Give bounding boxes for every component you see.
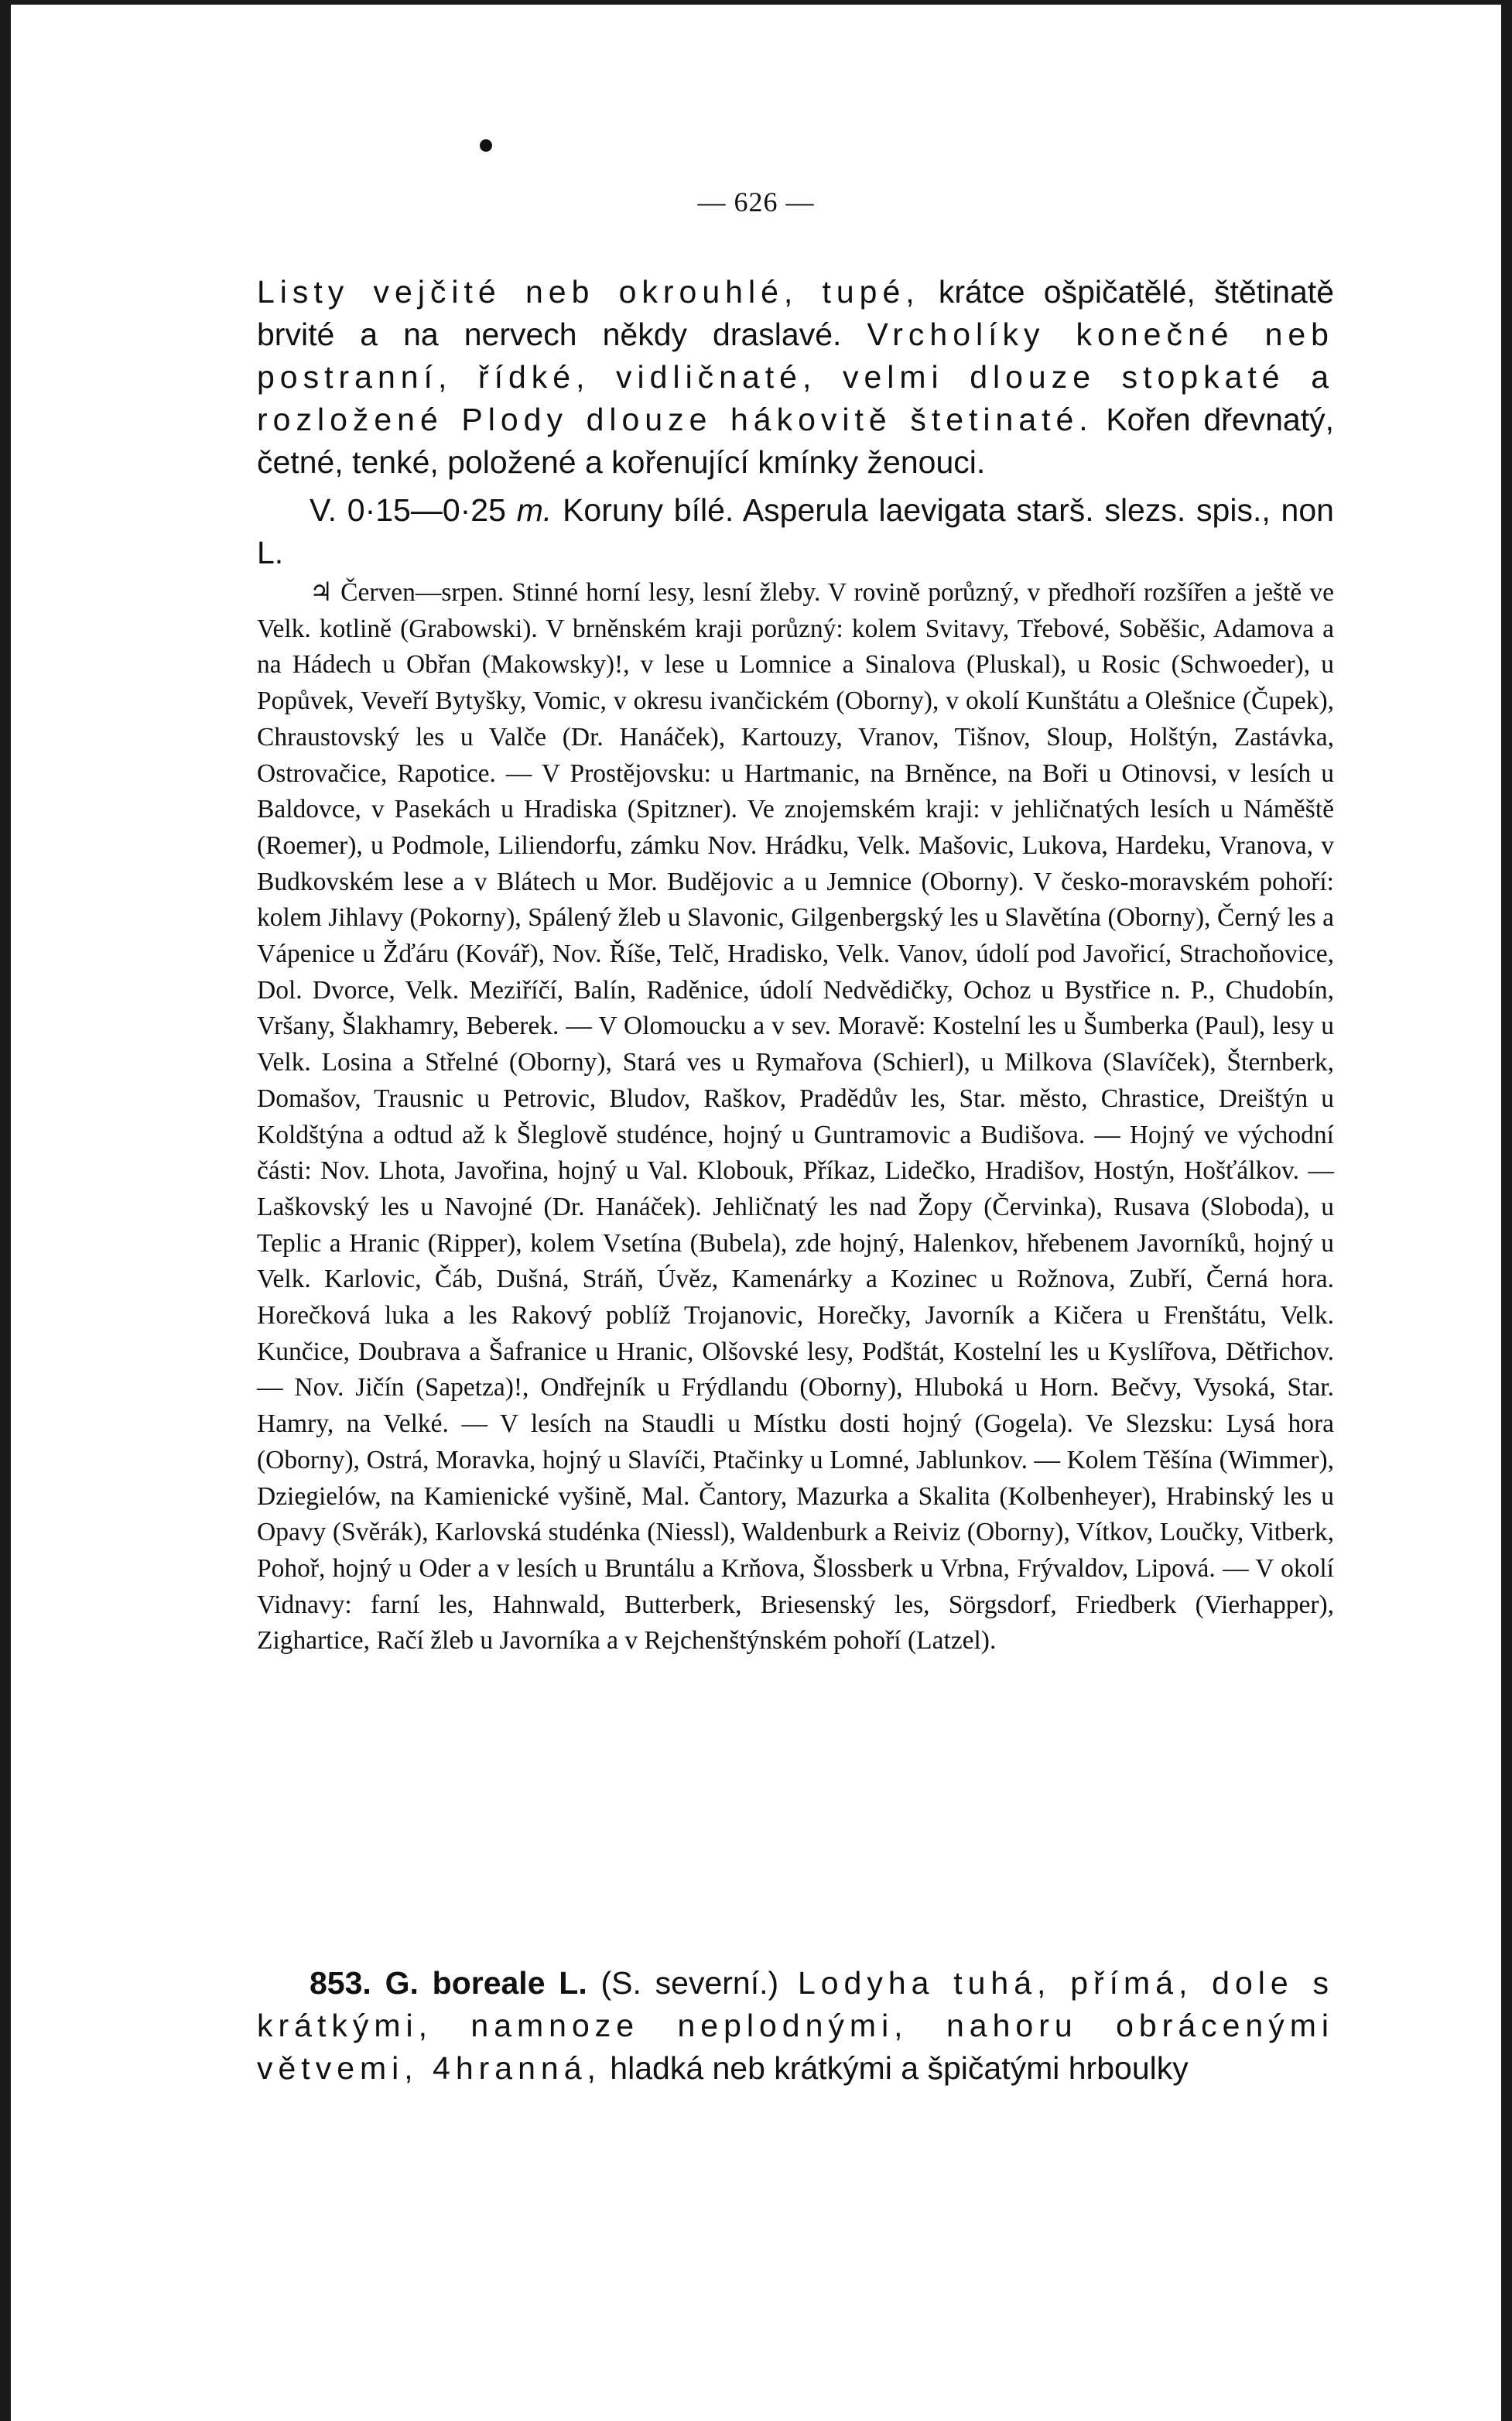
size-line [257,489,1334,574]
corolla-synonym: Koruny bílé. Asperula laevigata starš. slezs. spis., non L. [257,492,1334,570]
stem-description-rest: hladká neb krátkými a špičatými hrboulky [600,2050,1189,2086]
description-root: Kořen dřevnatý, četné, tenké, položené a kořenující kmínky ženouci. [257,402,1334,480]
ink-spot [480,139,492,152]
species-number: 853. [310,1965,371,2001]
description-leaves-spaced: Listy vejčité neb okrouhlé, tupé, [257,274,920,310]
height-unit: m. [516,492,552,528]
description-inflorescence: Vrcholíky konečné neb postranní, řídké, vidličnaté, velmi dlouze stopkaté a rozložené Plody dlouze hákovitě štetinaté. [257,317,1334,437]
distribution-paragraph [257,575,1334,1659]
page-number: — 626 — [697,187,815,217]
species-common-name: (S. severní.) [587,1965,779,2001]
description-leaves-rest: krátce ošpičatělé, štětinatě brvité a na nervech někdy draslavé. [257,274,1334,352]
species-name: G. boreale L. [385,1965,587,2001]
next-species-entry [257,1962,1334,2090]
distribution-text: ♃ Červen—srpen. Stinné horní lesy, lesní žleby. V rovině porůzný, v předhoří rozšířen a ještě ve Velk. kotlině (Grabowski). V brněnském kraji porůzný: kolem Svitavy, Třebové, Soběšic, Adamova a na Hádech u Obřan (Makowsky)!, v lese u Lomnice a Sinalova (Pluskal), u Rosic (Schwoeder), u Popůvek, Veveří Bytyšky, Vomic, v okresu ivančickém (Oborny), v okolí Kunštátu a Olešnice (Čupek), Chraustovský les u Valče (Dr. Hanáček), Kartouzy, Vranov, Tišnov, Sloup, Holštýn, Zastávka, Ostrovačice, Rapotice. — V Prostějovsku: u Hartmanic, na Brněnce, na Boři u Otinovsi, v lesích u Baldovce, v Pasekách u Hradiska (Spitzner). Ve znojemském kraji: v jehličnatých lesích u Náměště (Roemer), u Podmole, Liliendorfu, zámku Nov. Hrádku, Velk. Mašovic, Lukova, Hardeku, Vranova, v Budkovském lese a v Blátech u Mor. Budějovic a u Jemnice (Oborny). V česko-moravském pohoří: kolem Jihlavy (Pokorny), Spálený žleb u Slavonic, Gilgenbergský les u Slavětína (Oborny), Černý les a Vápenice u Žďáru (Kovář), Nov. Říše, Telč, Hradisko, Velk. Vanov, údolí pod Javořicí, Strachoňovice, Dol. Dvorce, Velk. Meziříčí, Balín, Raděnice, údolí Nedvědičky, Ochoz u Bystřice n. P., Chudobín, Vršany, Šlakhamry, Beberek. — V Olomoucku a v sev. Moravě: Kostelní les u Šumberka (Paul), lesy u Velk. Losina a Střelné (Oborny), Stará ves u Rymařova (Schierl), u Milkova (Slavíček), Šternberk, Domašov, Trausnic u Petrovic, Bludov, Raškov, Pradědův les, Star. město, Chrastice, Dreištýn u Koldštýna a odtud až k Šleglově studénce, hojný u Guntramovic a Budišova. — Hojný ve východní části: Nov. Lhota, Javořina, hojný u Val. Klobouk, Příkaz, Lidečko, Hradišov, Hostýn, Hošťálkov. — Laškovský les u Navojné (Dr. Hanáček). Jehličnatý les nad Žopy (Červinka), Rusava (Sloboda), u Teplic a Hranic (Ripper), kolem Vsetína (Bubela), zde hojný, Halenkov, hřebenem Javorníků, hojný u Velk. Karlovic, Čáb, Dušná, Stráň, Úvěz, Kamenárky a Kozinec u Rožnova, Zubří, Černá hora. Horečková luka a les Rakový poblíž Trojanovic, Horečky, Javorník a Kičera u Frenštátu, Velk. Kunčice, Doubrava a Šafranice u Hranic, Olšovské lesy, Podštát, Kostelní les u Kyslířova, Dětřichov. — Nov. Jičín (Sapetza)!, Ondřejník u Frýdlandu (Oborny), Hluboká u Horn. Bečvy, Vysoká, Star. Hamry, na Velké. — V lesích na Staudli u Místku dosti hojný (Gogela). Ve Slezsku: Lysá hora (Oborny), Ostrá, Moravka, hojný u Slavíči, Ptačinky u Lomné, Jablunkov. — Kolem Těšína (Wimmer), Dziegielów, na Kamienické vyšině, Mal. Čantory, Mazurka a Skalita (Kolbenheyer), Hrabinský les u Opavy (Svěrák), Karlovská studénka (Niessl), Waldenburk a Reiviz (Oborny), Vítkov, Loučky, Vitberk, Pohoř, hojný u Oder a v lesích u Bruntálu a Krňova, Šlossberk u Vrbna, Frývaldov, Lipová. — V okolí Vidnavy: farní les, Hahnwald, Butterberk, Briesenský les, Sörgsdorf, Friedberk (Vierhapper), Zighartice, Račí žleb u Javorníka a v Rejchenštýnském pohoří (Latzel). [257,578,1334,1656]
species-description [257,271,1334,484]
stem-description-spaced: Lodyha tuhá, přímá, dole s krátkými, namnoze neplodnými, nahoru obrácenými větvemi, 4hranná, [257,1965,1334,2086]
plant-height: V. 0·15—0·25 [310,492,506,528]
